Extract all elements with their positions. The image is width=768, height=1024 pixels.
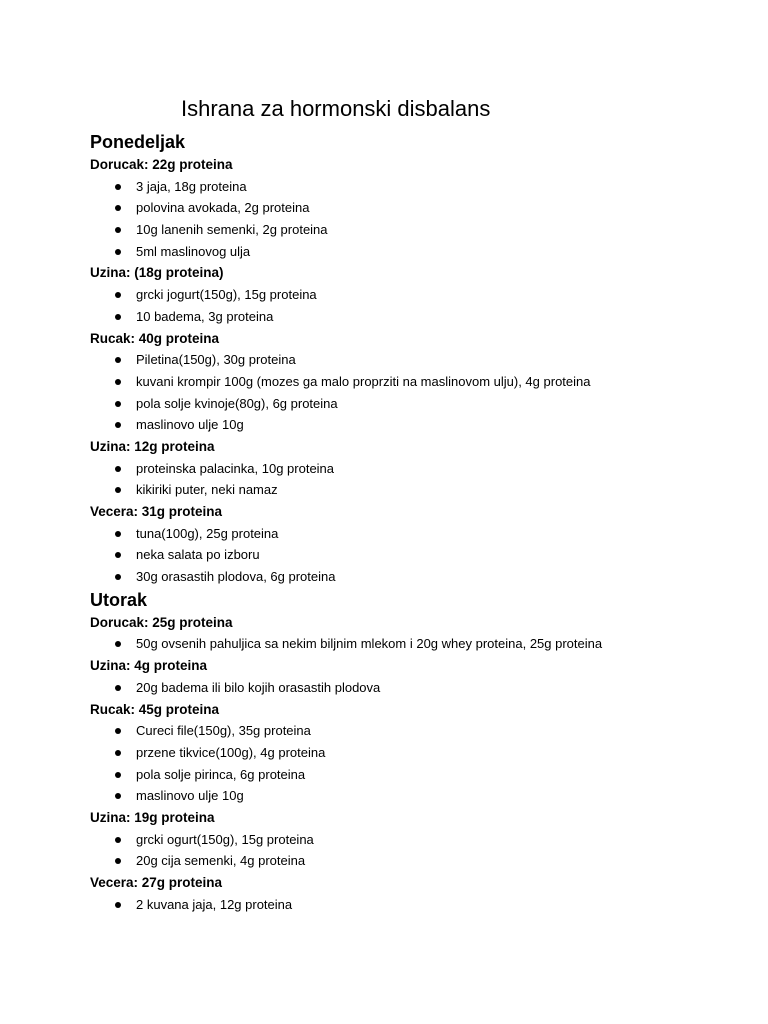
list-item: przene tikvice(100g), 4g proteina [90,742,750,764]
meal-item-list [90,284,750,327]
meal-heading: Rucak: 40g proteina [90,330,220,346]
meal-block [90,872,750,915]
meal-block [90,436,750,501]
bullet-icon [115,750,121,756]
bullet-icon [115,902,121,908]
meal-heading: Dorucak: 25g proteina [90,614,233,630]
list-item: 3 jaja, 18g proteina [90,176,750,198]
bullet-icon [115,249,121,255]
list-item: Cureci file(150g), 35g proteina [90,720,750,742]
meal-item-list [90,633,750,655]
list-item: 20g badema ili bilo kojih orasastih plodova [90,677,750,699]
meal-block [90,807,750,872]
meal-block [90,655,750,698]
list-item: pola solje pirinca, 6g proteina [90,764,750,786]
meal-item-list [90,176,750,263]
list-item: grcki jogurt(150g), 15g proteina [90,284,750,306]
bullet-icon [115,552,121,558]
list-item: 5ml maslinovog ulja [90,241,750,263]
document-title: Ishrana za hormonski disbalans [181,96,491,121]
bullet-icon [115,379,121,385]
meal-heading: Uzina: (18g proteina) [90,265,224,281]
list-item: kikiriki puter, neki namaz [90,479,750,501]
list-item: pola solje kvinoje(80g), 6g proteina [90,393,750,415]
meal-heading: Uzina: 12g proteina [90,438,215,454]
document-body [90,130,750,915]
bullet-icon [115,422,121,428]
meal-block [90,612,750,655]
bullet-icon [115,401,121,407]
meal-block [90,262,750,327]
bullet-icon [115,793,121,799]
list-item: maslinovo ulje 10g [90,414,750,436]
bullet-icon [115,837,121,843]
meal-item-list [90,829,750,872]
meal-heading: Uzina: 4g proteina [90,658,208,674]
meal-item-list [90,523,750,588]
list-item: proteinska palacinka, 10g proteina [90,458,750,480]
list-item: grcki ogurt(150g), 15g proteina [90,829,750,851]
meal-block [90,328,750,436]
meal-heading: Dorucak: 22g proteina [90,157,233,172]
meal-item-list [90,458,750,501]
meal-block [90,501,750,588]
list-item: 10 badema, 3g proteina [90,306,750,328]
list-item: maslinovo ulje 10g [90,785,750,807]
meal-item-list [90,349,750,436]
list-item: kuvani krompir 100g (mozes ga malo proprziti na maslinovom ulju), 4g proteina [90,371,750,393]
bullet-icon [115,531,121,537]
bullet-icon [115,728,121,734]
bullet-icon [115,292,121,298]
bullet-icon [115,487,121,493]
day-heading: Utorak [90,589,148,610]
meal-item-list [90,894,750,916]
bullet-icon [115,184,121,190]
bullet-icon [115,357,121,363]
list-item: 2 kuvana jaja, 12g proteina [90,894,750,916]
bullet-icon [115,641,121,647]
bullet-icon [115,466,121,472]
meal-block [90,699,750,807]
list-item: polovina avokada, 2g proteina [90,197,750,219]
bullet-icon [115,227,121,233]
list-item: 50g ovsenih pahuljica sa nekim biljnim mlekom i 20g whey proteina, 25g proteina [90,633,750,655]
meal-heading: Vecera: 27g proteina [90,875,223,890]
list-item: 30g orasastih plodova, 6g proteina [90,566,750,588]
bullet-icon [115,574,121,580]
list-item: 20g cija semenki, 4g proteina [90,850,750,872]
bullet-icon [115,205,121,211]
bullet-icon [115,858,121,864]
list-item: neka salata po izboru [90,544,750,566]
day-heading: Ponedeljak [90,132,186,152]
meal-heading: Vecera: 31g proteina [90,504,223,519]
list-item: 10g lanenih semenki, 2g proteina [90,219,750,241]
meal-item-list [90,720,750,807]
day-section [90,130,750,588]
bullet-icon [115,314,121,320]
bullet-icon [115,772,121,778]
list-item: Piletina(150g), 30g proteina [90,349,750,371]
meal-heading: Rucak: 45g proteina [90,701,220,717]
bullet-icon [115,685,121,691]
meal-block [90,154,750,262]
list-item: tuna(100g), 25g proteina [90,523,750,545]
day-section [90,588,750,916]
meal-item-list [90,677,750,699]
meal-heading: Uzina: 19g proteina [90,809,215,825]
